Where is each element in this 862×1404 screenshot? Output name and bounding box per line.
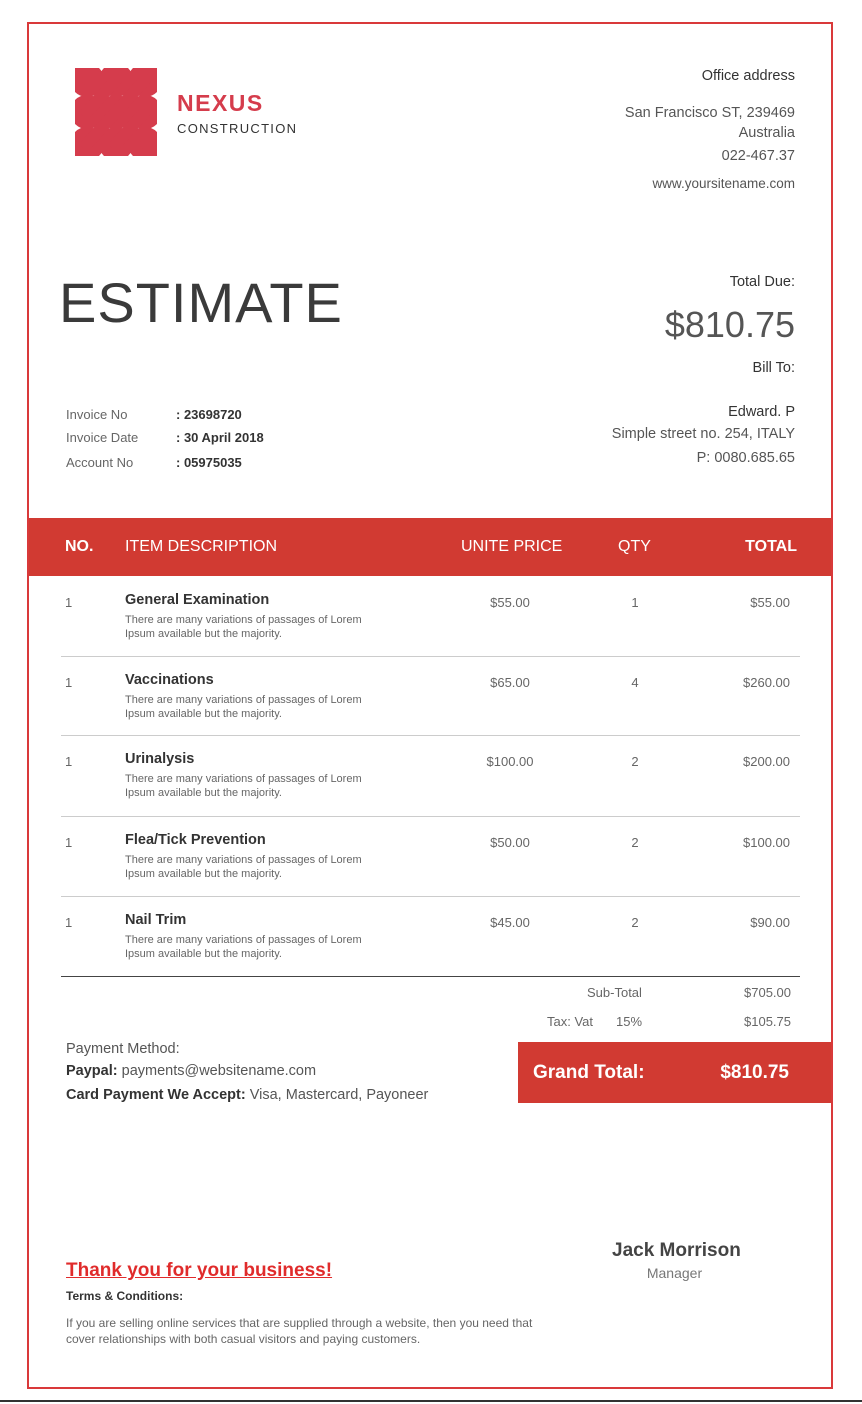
payment-method-label: Payment Method: <box>66 1041 180 1057</box>
thank-you-message: Thank you for your business! <box>66 1260 333 1281</box>
office-label: Office address <box>701 68 795 84</box>
item-number: 1 <box>65 675 73 690</box>
item-qty: 2 <box>631 915 639 930</box>
grand-total-label: Grand Total: <box>533 1062 645 1083</box>
item-qty: 4 <box>631 675 639 690</box>
divider <box>0 1400 862 1402</box>
header-no: NO. <box>65 538 94 555</box>
company-subtitle: CONSTRUCTION <box>177 121 298 136</box>
signer-name: Jack Morrison <box>612 1240 741 1261</box>
terms-text: If you are selling online services that are supplied through a website, then you need that cover relationships with both casual visitors and paying customers. <box>66 1316 533 1346</box>
office-line2: Australia <box>738 125 795 141</box>
subtotal-label: Sub-Total <box>587 985 642 1000</box>
header-description: ITEM DESCRIPTION <box>125 538 278 555</box>
item-unit-price: $65.00 <box>490 675 530 690</box>
invoice-date-label: Invoice Date <box>66 430 139 445</box>
item-unit-price: $100.00 <box>486 754 534 769</box>
total-due-amount: $810.75 <box>664 304 795 345</box>
header-qty: QTY <box>618 538 651 555</box>
item-total: $260.00 <box>743 675 790 690</box>
item-number: 1 <box>65 754 73 769</box>
item-name: Vaccinations <box>125 672 214 688</box>
table-row <box>61 736 800 817</box>
office-phone: 022-467.37 <box>721 148 795 164</box>
grand-total-value: $810.75 <box>720 1062 789 1083</box>
total-due-label: Total Due: <box>729 274 795 290</box>
item-description: There are many variations of passages of Lorem Ipsum available but the majority. <box>125 614 362 640</box>
table-row <box>61 577 800 657</box>
header-total: TOTAL <box>745 538 797 555</box>
item-number: 1 <box>65 595 73 610</box>
account-no-value: : 05975035 <box>176 455 242 470</box>
bill-to-name: Edward. P <box>728 404 795 420</box>
item-number: 1 <box>65 835 73 850</box>
header-unit-price: UNITE PRICE <box>461 538 563 555</box>
account-no-label: Account No <box>66 455 134 470</box>
page-title: ESTIMATE <box>59 271 343 334</box>
item-total: $200.00 <box>743 754 790 769</box>
item-description: There are many variations of passages of Lorem Ipsum available but the majority. <box>125 694 362 720</box>
invoice-no-label: Invoice No <box>66 407 128 422</box>
item-name: Nail Trim <box>125 912 187 928</box>
item-name: General Examination <box>125 592 270 608</box>
item-description: There are many variations of passages of Lorem Ipsum available but the majority. <box>125 854 362 880</box>
card-label: Card Payment We Accept: <box>66 1087 246 1103</box>
tax-value: $105.75 <box>744 1014 791 1029</box>
tax-rate: 15% <box>616 1014 643 1029</box>
item-unit-price: $55.00 <box>490 595 530 610</box>
item-total: $100.00 <box>743 835 790 850</box>
invoice-date-value: : 30 April 2018 <box>176 430 264 445</box>
signer-role: Manager <box>646 1265 703 1281</box>
tax-label: Tax: Vat <box>547 1014 594 1029</box>
grand-total-box <box>518 1042 831 1103</box>
subtotal-value: $705.00 <box>744 985 791 1000</box>
bill-to-phone: P: 0080.685.65 <box>696 450 795 466</box>
bill-to-address: Simple street no. 254, ITALY <box>611 426 795 442</box>
table-row <box>61 657 800 736</box>
item-total: $55.00 <box>750 595 790 610</box>
item-qty: 2 <box>631 835 639 850</box>
item-description: There are many variations of passages of Lorem Ipsum available but the majority. <box>125 773 362 799</box>
item-unit-price: $50.00 <box>490 835 530 850</box>
item-name: Flea/Tick Prevention <box>125 832 266 848</box>
paypal-email: payments@websitename.com <box>121 1063 317 1079</box>
item-description: There are many variations of passages of Lorem Ipsum available but the majority. <box>125 934 362 960</box>
accepted-cards: Visa, Mastercard, Payoneer <box>249 1087 429 1103</box>
item-name: Urinalysis <box>125 751 195 767</box>
table-end-divider <box>61 976 800 977</box>
item-qty: 1 <box>631 595 639 610</box>
table-header <box>29 518 831 576</box>
table-row <box>61 897 800 977</box>
invoice-no-value: : 23698720 <box>176 407 242 422</box>
website-link[interactable]: www.yoursitename.com <box>652 176 795 191</box>
item-qty: 2 <box>631 754 639 769</box>
paypal-label: Paypal: <box>66 1063 118 1079</box>
item-total: $90.00 <box>750 915 790 930</box>
table-row <box>61 817 800 897</box>
bill-to-label: Bill To: <box>752 360 795 376</box>
item-unit-price: $45.00 <box>490 915 530 930</box>
company-logo-icon <box>75 68 157 156</box>
company-name: NEXUS <box>177 90 264 116</box>
terms-label: Terms & Conditions: <box>66 1289 184 1303</box>
office-line1: San Francisco ST, 239469 <box>624 105 795 121</box>
item-number: 1 <box>65 915 73 930</box>
